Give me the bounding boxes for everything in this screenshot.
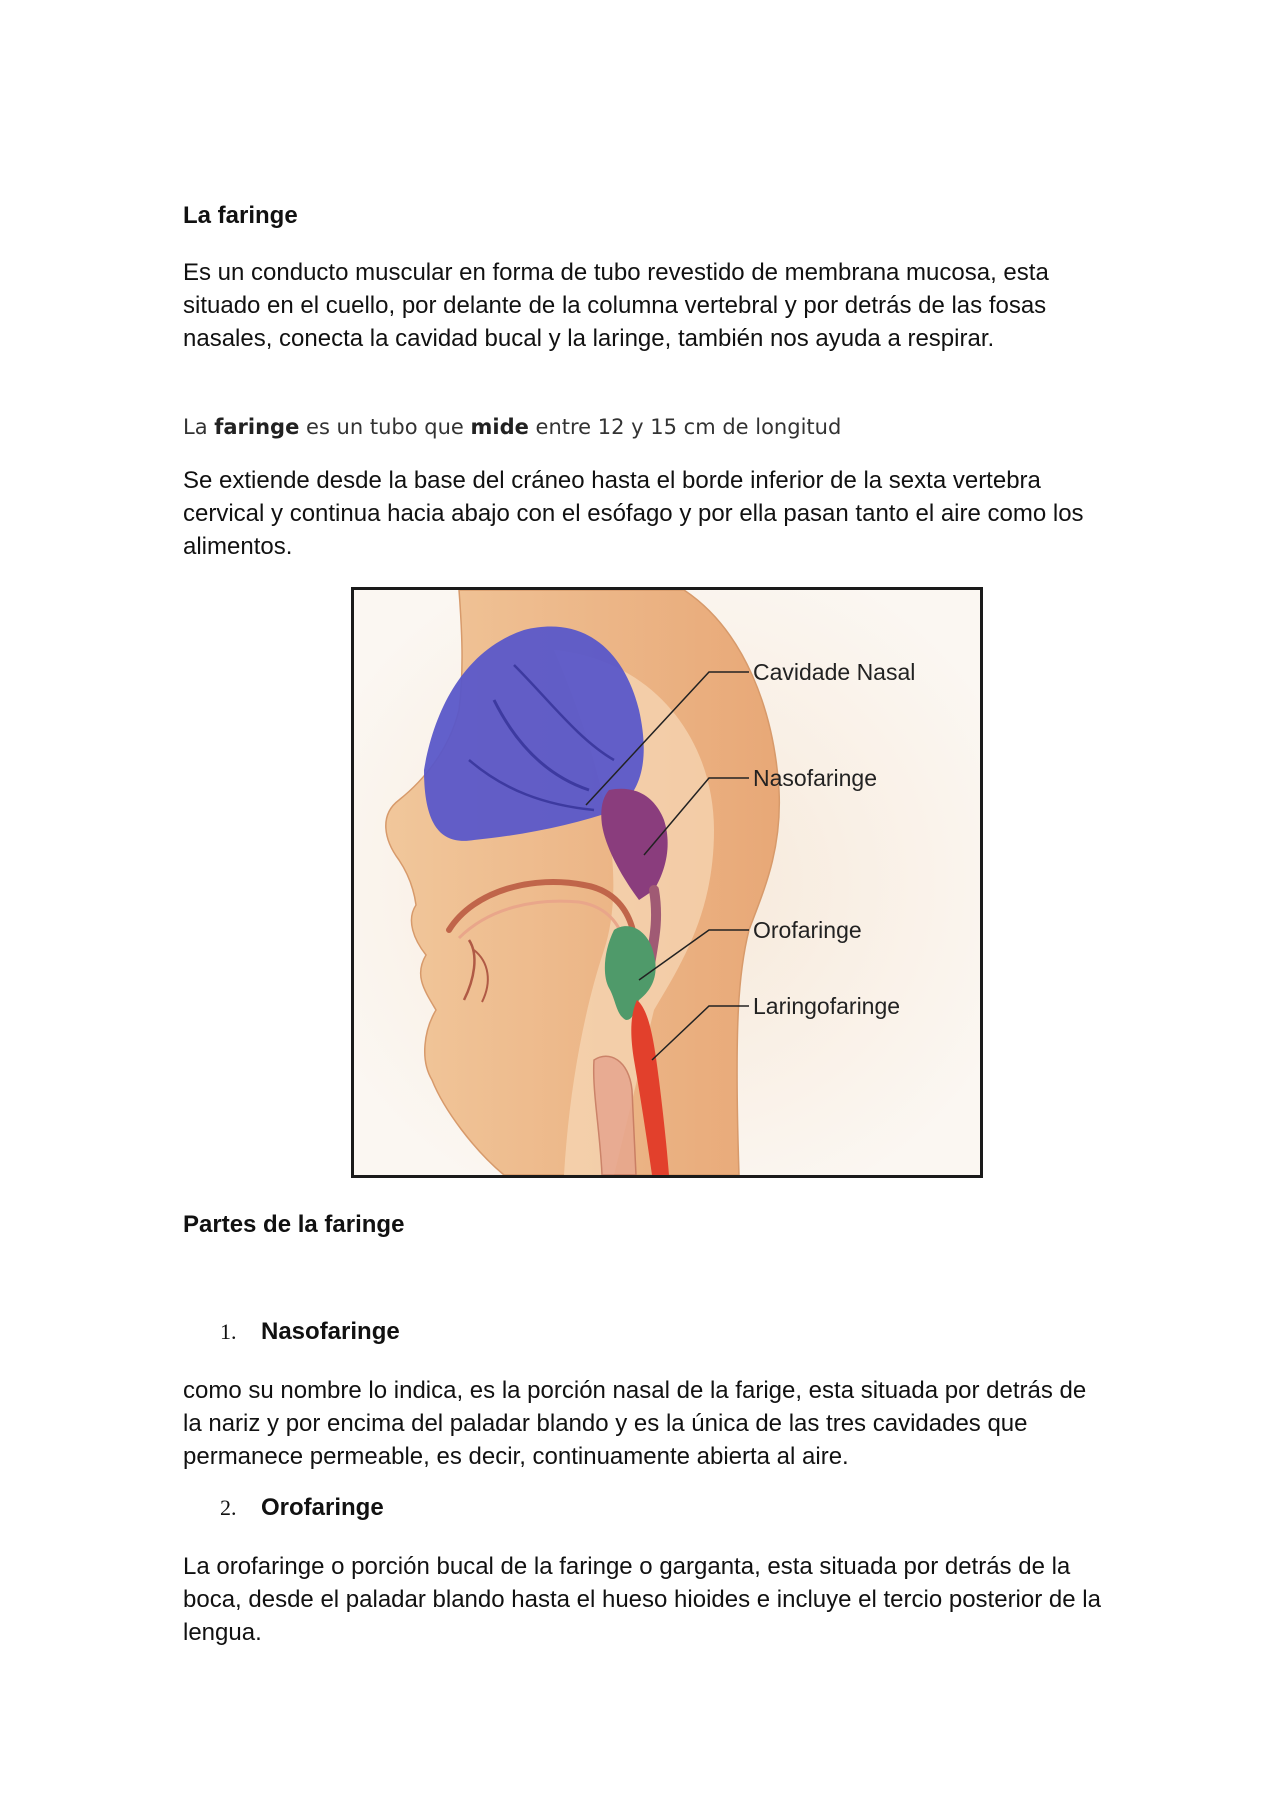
part-name: Nasofaringe <box>261 1318 400 1345</box>
measure-text-1: La <box>183 415 215 439</box>
list-number: 1. <box>220 1319 237 1344</box>
list-number: 2. <box>220 1495 237 1520</box>
extent-paragraph: Se extiende desde la base del cráneo hasta el borde inferior de la sexta vertebra cervical y continua hacia abajo con el esófago y por ella pasan tanto el aire como los alimentos. <box>183 467 1084 560</box>
measure-note <box>183 413 1103 441</box>
list-item <box>183 1493 1103 1523</box>
label-orofaringe: Orofaringe <box>753 917 862 943</box>
measure-bold-faringe: faringe <box>214 415 300 439</box>
measure-bold-mide: mide <box>470 415 529 439</box>
measure-text-3: entre 12 y 15 cm de longitud <box>528 415 842 439</box>
label-laringofaringe: Laringofaringe <box>753 993 901 1019</box>
measure-text-2: es un tubo que <box>299 415 471 439</box>
list-item <box>183 1317 1103 1347</box>
pharynx-diagram <box>351 587 983 1178</box>
part-description: La orofaringe o porción bucal de la faringe o garganta, esta situada por detrás de la boca, desde el paladar blando hasta el hueso hioides e incluye el tercio posterior de la lengua. <box>183 1553 1101 1646</box>
label-cavidade-nasal: Cavidade Nasal <box>753 659 916 685</box>
label-nasofaringe: Nasofaringe <box>753 765 878 791</box>
intro-paragraph: Es un conducto muscular en forma de tubo revestido de membrana mucosa, esta situado en el cuello, por delante de la columna vertebral y por detrás de las fosas nasales, conecta la cavidad bucal y la laringe, también nos ayuda a respirar. <box>183 259 1049 352</box>
part-name: Orofaringe <box>261 1494 384 1521</box>
part-description: como su nombre lo indica, es la porción nasal de la farige, esta situada por detrás de la nariz y por encima del paladar blando y es la única de las tres cavidades que permanece permeable, es decir, continuamente abierta al aire. <box>183 1377 1087 1470</box>
page-title: La faringe <box>183 202 298 229</box>
pharynx-illustration <box>354 590 980 1175</box>
parts-heading: Partes de la faringe <box>183 1211 405 1238</box>
